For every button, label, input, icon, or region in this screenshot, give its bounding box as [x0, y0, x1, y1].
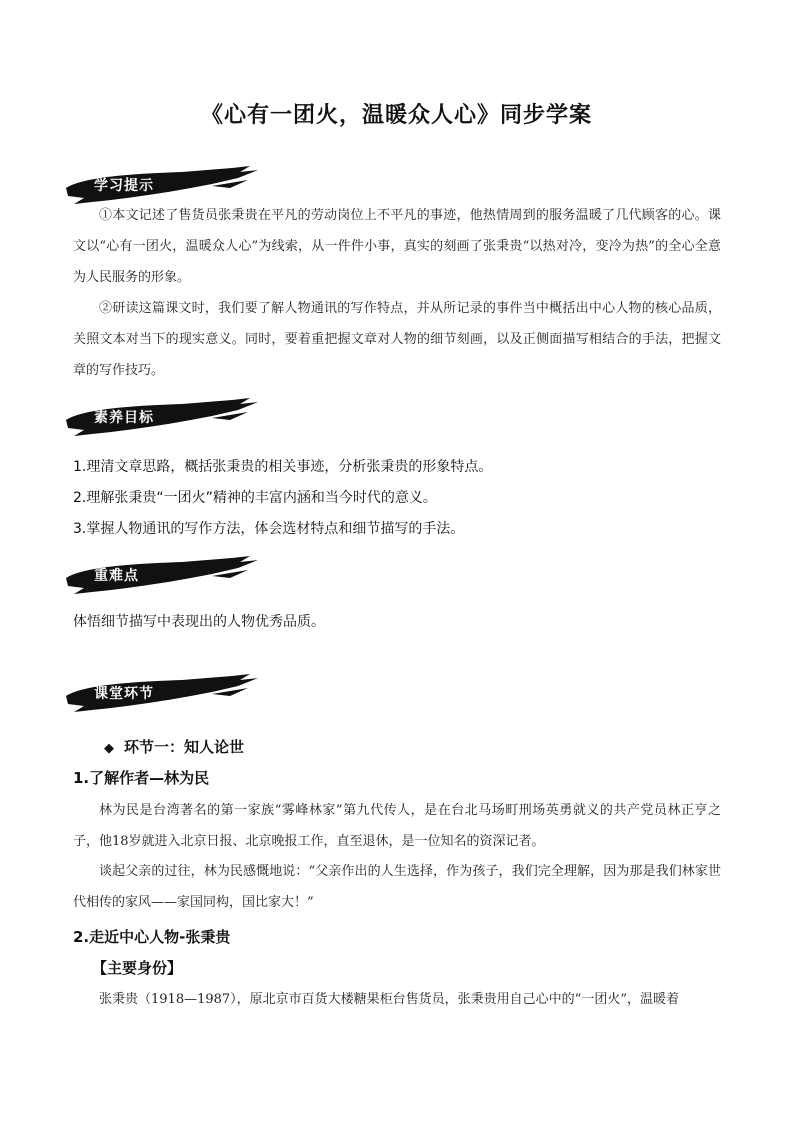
section-label-tips: 学习提示: [94, 178, 154, 194]
brush-stroke-icon: [62, 672, 262, 716]
goal-item-3: 3.掌握人物通讯的写作方法，体会选材特点和细节描写的手法。: [73, 521, 465, 537]
figure-heading: 2.走近中心人物-张秉贵: [73, 928, 231, 946]
diamond-bullet-icon: ◆: [104, 741, 114, 756]
brush-stroke-icon: [62, 554, 262, 598]
section-banner-goals: [62, 396, 262, 440]
page-title: 《心有一团火，温暖众人心》同步学案: [200, 102, 592, 128]
step-heading-text: 环节一：知人论世: [124, 738, 245, 756]
section-label-goals: 素养目标: [94, 410, 154, 426]
author-paragraph-1: 林为民是台湾著名的第一家族“雾峰林家”第九代传人，是在台北马场町刑场英勇就义的共产党员林正亨之子，他18岁就进入北京日报、北京晚报工作，直至退休，是一位知名的资深记者。: [73, 803, 721, 849]
identity-paragraph: 张秉贵（1918—1987），原北京市百货大楼糖果柜台售货员，张秉贵用自己心中的“一团火”，温暖着: [99, 992, 679, 1007]
identity-heading: 【主要身份】: [92, 959, 183, 977]
section-banner-key: [62, 554, 262, 598]
key-point-text: 体悟细节描写中表现出的人物优秀品质。: [73, 614, 325, 630]
goal-item-1: 1.理清文章思路，概括张秉贵的相关事迹，分析张秉贵的形象特点。: [73, 459, 493, 475]
author-paragraph-2: 谈起父亲的过往，林为民感慨地说：“父亲作出的人生选择，作为孩子，我们完全理解，因为那是我们林家世代相传的家风——家国同构，国比家大！”: [73, 864, 721, 910]
brush-stroke-icon: [62, 396, 262, 440]
section-banner-class: [62, 672, 262, 716]
step-heading: [104, 736, 244, 757]
section-label-class: 课堂环节: [94, 686, 154, 702]
section-label-key: 重难点: [94, 568, 139, 584]
tips-paragraph-1: ①本文记述了售货员张秉贵在平凡的劳动岗位上不平凡的事迹，他热情周到的服务温暖了几代顾客的心。课文以“心有一团火，温暖众人心”为线索，从一件件小事，真实的刻画了张秉贵“以热对冷，变冷为热”的全心全意为人民服务的形象。: [73, 208, 721, 285]
goal-item-2: 2.理解张秉贵“一团火”精神的丰富内涵和当今时代的意义。: [73, 490, 437, 506]
tips-paragraph-2: ②研读这篇课文时，我们要了解人物通讯的写作特点，并从所记录的事件当中概括出中心人物的核心品质，关照文本对当下的现实意义。同时，要着重把握文章对人物的细节刻画，以及正侧面描写相结合的手法，把握文章的写作技巧。: [73, 301, 721, 378]
author-heading: 1.了解作者—林为民: [73, 769, 210, 787]
